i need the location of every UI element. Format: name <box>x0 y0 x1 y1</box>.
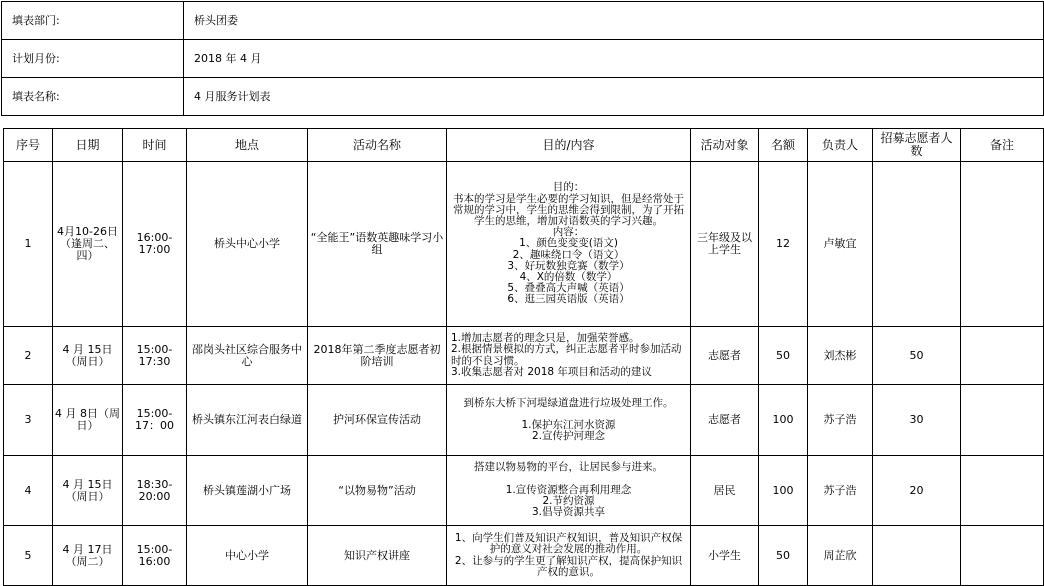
cell-no: 1 <box>4 162 53 327</box>
cell-no: 5 <box>4 526 53 586</box>
cell-quota: 50 <box>759 526 808 586</box>
cell-time: 16:00-17:00 <box>123 162 187 327</box>
plan-table <box>3 128 1044 586</box>
col-header-content: 目的/内容 <box>447 129 691 162</box>
cell-time: 18:30-20:00 <box>123 456 187 526</box>
cell-no: 4 <box>4 456 53 526</box>
cell-place: 桥头镇莲湖小广场 <box>187 456 308 526</box>
month-value: 2018 年 4 月 <box>184 40 1044 78</box>
cell-target: 三年级及以上学生 <box>691 162 759 327</box>
cell-place: 邵岗头社区综合服务中心 <box>187 327 308 385</box>
cell-remark <box>961 526 1044 586</box>
month-label: 计划月份: <box>2 40 184 78</box>
cell-target: 志愿者 <box>691 385 759 456</box>
cell-date: 4 月 15日（周日） <box>53 456 123 526</box>
cell-content: 目的： 书本的学习是学生必要的学习知识，但是经常处于常规的学习中，学生的思维会得到限制，为了开拓学生的思维，增加对语数英的学习兴趣。 内容： 1、颜色变变变(语文) 2、趣味绕口令（语文） 3、好玩数独竞赛（数学） 4、X的倍数（数学） 5、叠叠高大声喊（英语） 6、逛三园英语版（英语） <box>447 162 691 327</box>
table-row <box>4 162 1044 327</box>
cell-volunteers: 50 <box>873 327 961 385</box>
cell-content: 1、向学生们普及知识产权知识，普及知识产权保护的意义对社会发展的推动作用。 2、让参与的学生更了解知识产权，提高保护知识产权的意识。 <box>447 526 691 586</box>
cell-quota: 100 <box>759 456 808 526</box>
title-label: 填表名称: <box>2 78 184 116</box>
table-row <box>4 385 1044 456</box>
cell-content: 搭建以物易物的平台，让居民参与进来。 1.宣传资源整合再利用理念 2.节约资源 3.倡导资源共享 <box>447 456 691 526</box>
cell-leader: 卢敏宜 <box>808 162 873 327</box>
cell-target: 小学生 <box>691 526 759 586</box>
cell-no: 3 <box>4 385 53 456</box>
cell-volunteers: 30 <box>873 385 961 456</box>
header-row-title <box>2 78 1044 116</box>
col-header-target: 活动对象 <box>691 129 759 162</box>
col-header-name: 活动名称 <box>308 129 447 162</box>
col-header-place: 地点 <box>187 129 308 162</box>
cell-name: 护河环保宣传活动 <box>308 385 447 456</box>
cell-date: 4 月 17日（周二） <box>53 526 123 586</box>
cell-leader: 周芷欣 <box>808 526 873 586</box>
cell-remark <box>961 456 1044 526</box>
cell-leader: 苏子浩 <box>808 456 873 526</box>
header-table <box>1 1 1044 116</box>
col-header-volunteers: 招募志愿者人数 <box>873 129 961 162</box>
cell-name: 知识产权讲座 <box>308 526 447 586</box>
col-header-quota: 名额 <box>759 129 808 162</box>
cell-time: 15:00-17:30 <box>123 327 187 385</box>
col-header-remark: 备注 <box>961 129 1044 162</box>
cell-date: 4 月 8日（周日） <box>53 385 123 456</box>
dept-label: 填表部门: <box>2 2 184 40</box>
table-row <box>4 526 1044 586</box>
cell-place: 桥头镇东江河表白绿道 <box>187 385 308 456</box>
cell-date: 4 月 15日（周日） <box>53 327 123 385</box>
cell-content: 1.增加志愿者的理念只是，加强荣誉感。 2.根据情景模拟的方式，纠正志愿者平时参加活动时的不良习惯。 3.收集志愿者对 2018 年项目和活动的建议 <box>447 327 691 385</box>
header-row-month <box>2 40 1044 78</box>
cell-name: “以物易物”活动 <box>308 456 447 526</box>
cell-place: 桥头中心小学 <box>187 162 308 327</box>
cell-remark <box>961 162 1044 327</box>
cell-quota: 100 <box>759 385 808 456</box>
cell-date: 4月10-26日（逢周二、四） <box>53 162 123 327</box>
cell-target: 志愿者 <box>691 327 759 385</box>
cell-content: 到桥东大桥下河堤绿道盘进行垃圾处理工作。 1.保护东江河水资源 2.宣传护河理念 <box>447 385 691 456</box>
col-header-time: 时间 <box>123 129 187 162</box>
table-row <box>4 456 1044 526</box>
cell-remark <box>961 385 1044 456</box>
cell-quota: 12 <box>759 162 808 327</box>
cell-quota: 50 <box>759 327 808 385</box>
cell-volunteers <box>873 162 961 327</box>
cell-leader: 刘杰彬 <box>808 327 873 385</box>
col-header-leader: 负责人 <box>808 129 873 162</box>
cell-target: 居民 <box>691 456 759 526</box>
cell-place: 中心小学 <box>187 526 308 586</box>
cell-name: 2018年第二季度志愿者初阶培训 <box>308 327 447 385</box>
header-row-dept <box>2 2 1044 40</box>
title-value: 4 月服务计划表 <box>184 78 1044 116</box>
col-header-date: 日期 <box>53 129 123 162</box>
cell-time: 15:00-17：00 <box>123 385 187 456</box>
cell-no: 2 <box>4 327 53 385</box>
cell-name: “全能王”语数英趣味学习小组 <box>308 162 447 327</box>
cell-leader: 苏子浩 <box>808 385 873 456</box>
table-header-row <box>4 129 1044 162</box>
table-row <box>4 327 1044 385</box>
cell-volunteers: 20 <box>873 456 961 526</box>
col-header-no: 序号 <box>4 129 53 162</box>
cell-volunteers <box>873 526 961 586</box>
dept-value: 桥头团委 <box>184 2 1044 40</box>
cell-time: 15:00-16:00 <box>123 526 187 586</box>
cell-remark <box>961 327 1044 385</box>
